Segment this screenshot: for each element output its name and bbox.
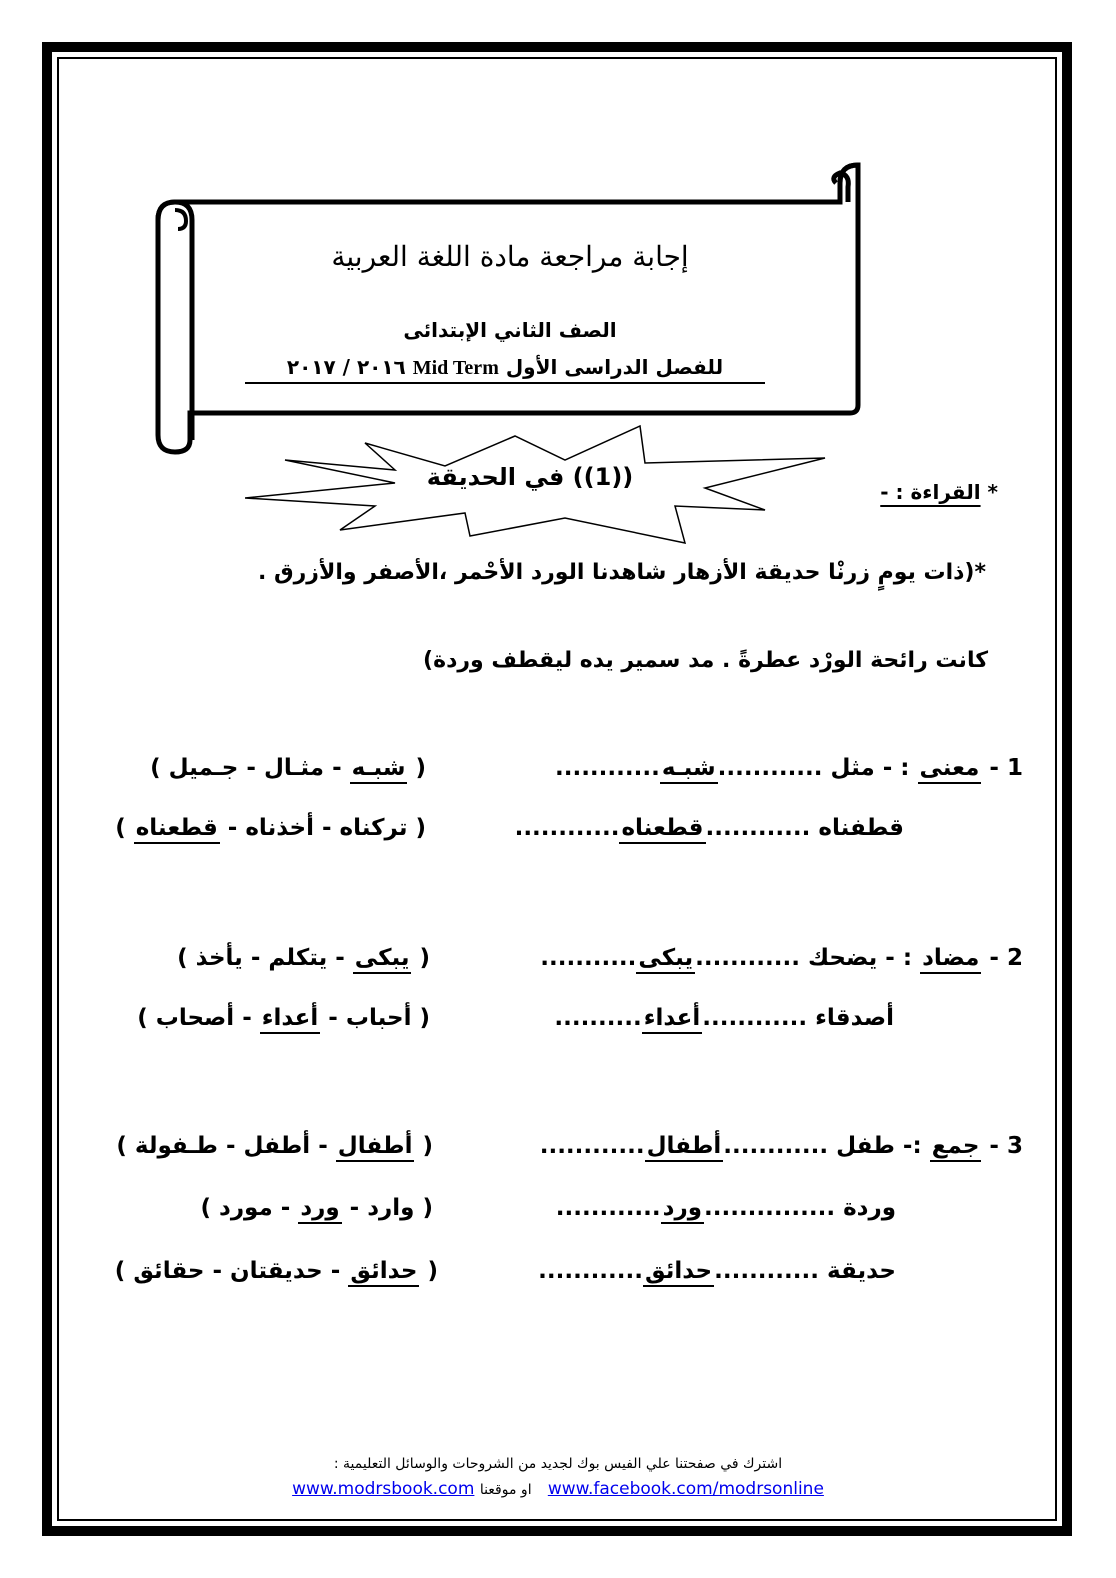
choice: ورد xyxy=(298,1195,341,1224)
q1-label: معنى xyxy=(918,755,982,784)
paren-close: ) xyxy=(200,1195,211,1221)
dash: - xyxy=(212,1258,223,1284)
term-line xyxy=(245,355,765,384)
q3-word: حديقة xyxy=(827,1258,896,1284)
paren-close: ) xyxy=(114,1258,126,1284)
dash: - xyxy=(349,1195,360,1221)
choice: حديقتان xyxy=(230,1258,323,1284)
facebook-link[interactable]: www.facebook.com/modrsonline xyxy=(547,1479,824,1499)
dash: - xyxy=(250,945,261,971)
dots: ............ xyxy=(539,1133,645,1159)
q1-row1-choices xyxy=(150,755,426,781)
lesson-title: ((1)) في الحديقة xyxy=(426,463,634,491)
choice: مثـال xyxy=(263,755,325,781)
section-star: * xyxy=(987,480,998,504)
dash: - xyxy=(332,755,342,781)
choice: أصحاب xyxy=(155,1005,235,1031)
paren-close: ) xyxy=(177,945,188,971)
q2-sep: : - xyxy=(885,945,913,971)
dash: - xyxy=(242,1005,252,1031)
dots: ............ xyxy=(695,945,800,971)
dots: ............ xyxy=(555,1195,661,1221)
q2-row2-choices xyxy=(137,1005,430,1031)
dots: ............ xyxy=(717,755,823,781)
q1-row2-choices xyxy=(115,815,426,841)
choice: طـفولة xyxy=(134,1133,218,1159)
dots: ............ xyxy=(705,815,811,841)
choice: يأخذ xyxy=(195,945,243,971)
q2-row1-choices xyxy=(177,945,430,971)
dash: - xyxy=(328,1005,338,1031)
q1-number: 1 - xyxy=(989,755,1023,781)
paren-close: ) xyxy=(116,1133,127,1159)
dots: ............ xyxy=(702,1005,808,1031)
reading-paragraph-1: *(ذات يومٍ زرنْا حديقة الأزهار شاهدنا الورد الأحْمر ،الأصفر والأزرق . xyxy=(257,560,986,585)
choice: أطفل xyxy=(243,1133,311,1159)
dots: ............ xyxy=(514,815,620,841)
paren-open: ( xyxy=(422,1133,433,1159)
section-label: القراءة : - xyxy=(880,480,981,504)
dots: .......... xyxy=(554,1005,642,1031)
q3-answer: أطفال xyxy=(645,1133,724,1162)
q2-label: مضاد xyxy=(920,945,981,974)
dash: - xyxy=(225,1133,236,1159)
q1-word: مثل xyxy=(830,755,875,781)
choice: مورد xyxy=(219,1195,273,1221)
q1-answer: شبـه xyxy=(660,755,718,784)
footer-links xyxy=(0,1479,1116,1499)
dots: ............ xyxy=(723,1133,829,1159)
q3-answer: حدائق xyxy=(643,1258,714,1287)
q2-row1 xyxy=(540,945,1023,971)
q3-row3 xyxy=(538,1258,896,1284)
paren-close: ) xyxy=(115,815,126,841)
dots: ............ xyxy=(538,1258,643,1284)
q3-word: طفل xyxy=(836,1133,895,1159)
choice: حقائق xyxy=(133,1258,205,1284)
section-heading xyxy=(880,480,998,504)
q2-row2 xyxy=(554,1005,894,1031)
dash: - xyxy=(321,815,332,841)
choice: أخذناه xyxy=(245,815,314,841)
dash: - xyxy=(280,1195,291,1221)
q1-sep: : - xyxy=(882,755,910,781)
q1-row1 xyxy=(555,755,1023,781)
paren-open: ( xyxy=(427,1258,438,1284)
term-years: ٢٠١٦ / ٢٠١٧ xyxy=(286,355,406,379)
q3-row1-choices xyxy=(116,1133,433,1159)
q2-answer: أعداء xyxy=(642,1005,703,1034)
dash: - xyxy=(330,1258,341,1284)
term-en: Mid Term xyxy=(412,357,499,379)
choice: يبكى xyxy=(353,945,412,974)
scroll-shape xyxy=(150,155,870,455)
dash: - xyxy=(335,945,345,971)
paren-open: ( xyxy=(415,815,426,841)
q3-word: وردة xyxy=(843,1195,896,1221)
q1-word: قطفناه xyxy=(818,815,904,841)
q3-answer: ورد xyxy=(661,1195,704,1224)
dots: ........... xyxy=(540,945,637,971)
paren-close: ) xyxy=(137,1005,148,1031)
dots: ............ xyxy=(554,755,660,781)
paren-open: ( xyxy=(419,1005,430,1031)
choice: قطعناه xyxy=(134,815,220,844)
q3-row2 xyxy=(556,1195,896,1221)
paren-open: ( xyxy=(419,945,430,971)
dots: ............ xyxy=(714,1258,819,1284)
grade-label: الصف الثاني الإبتدائى xyxy=(403,318,617,342)
choice: تركناه xyxy=(339,815,408,841)
paren-open: ( xyxy=(415,755,426,781)
q2-word: يضحك xyxy=(807,945,878,971)
q2-word: أصدقاء xyxy=(815,1005,894,1031)
choice: شبـه xyxy=(350,755,408,784)
choice: حدائق xyxy=(348,1258,419,1287)
paren-open: ( xyxy=(422,1195,433,1221)
q3-sep: :- xyxy=(902,1133,922,1159)
q3-label: جمع xyxy=(930,1133,982,1162)
q2-number: 2 - xyxy=(989,945,1023,971)
dash: - xyxy=(227,815,238,841)
review-title: إجابة مراجعة مادة اللغة العربية xyxy=(331,240,689,273)
dots: ............... xyxy=(704,1195,836,1221)
q3-number: 3 - xyxy=(989,1133,1023,1159)
term-ar: للفصل الدراسى الأول xyxy=(505,355,724,379)
paren-close: ) xyxy=(150,755,161,781)
q1-row2 xyxy=(515,815,904,841)
reading-paragraph-2: كانت رائحة الورْد عطرةً . مد سمير يده ليقطف وردة) xyxy=(423,648,988,673)
q3-row2-choices xyxy=(200,1195,433,1221)
choice: أعداء xyxy=(260,1005,321,1034)
choice: جـميل xyxy=(168,755,239,781)
dash: - xyxy=(318,1133,328,1159)
q3-row3-choices xyxy=(115,1258,438,1284)
choice: يتكلم xyxy=(268,945,328,971)
choice: أطفال xyxy=(336,1133,415,1162)
footer-middle-text: او موقعنا xyxy=(479,1482,532,1498)
choice: أحباب xyxy=(345,1005,412,1031)
q1-answer: قطعناه xyxy=(619,815,705,844)
q2-answer: يبكى xyxy=(636,945,695,974)
footer-subscribe-text: اشترك في صفحتنا علي الفيس بوك لجديد من الشروحات والوسائل التعليمية : xyxy=(333,1456,783,1472)
dash: - xyxy=(246,755,256,781)
choice: وارد xyxy=(367,1195,415,1221)
q3-row1 xyxy=(540,1133,1023,1159)
title-scroll-banner xyxy=(150,155,870,455)
site-link[interactable]: www.modrsbook.com xyxy=(292,1479,475,1499)
